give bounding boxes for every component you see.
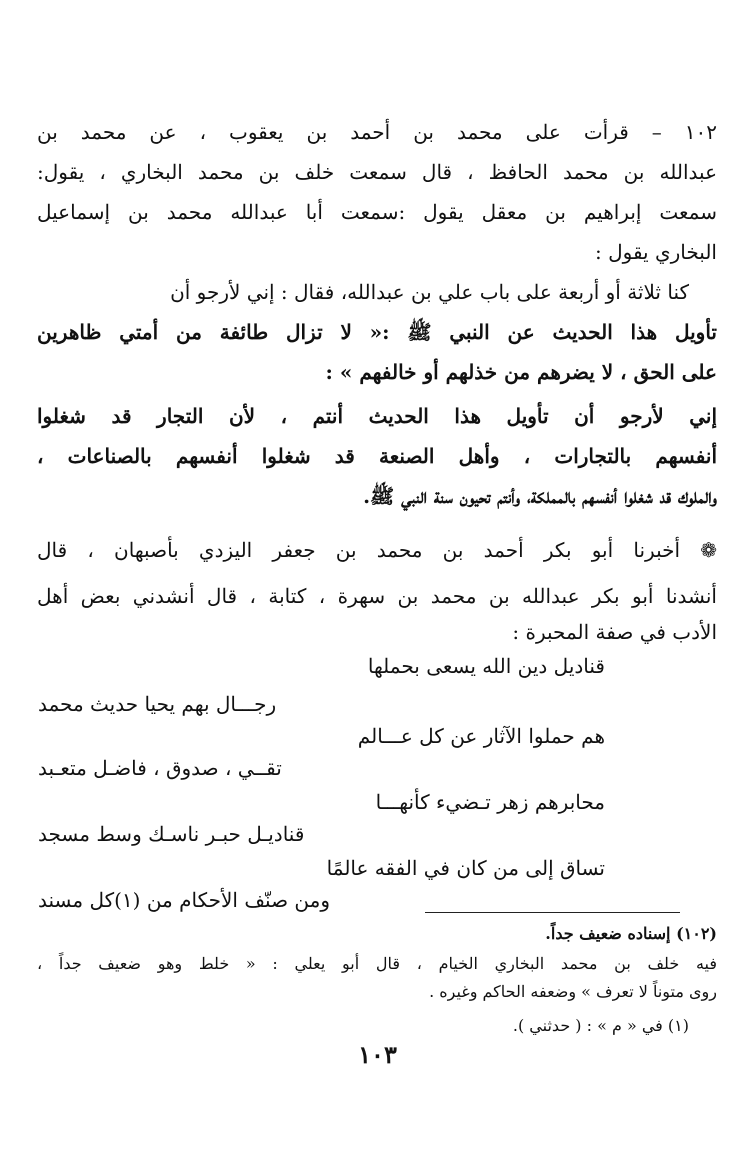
footnote-line: فيه خلف بن محمد البخاري الخيام ، قال أبو يعلي : « خلط وهو ضعيف جداً ، <box>37 954 717 973</box>
report-line: الأدب في صفة المحبرة : <box>512 620 717 644</box>
hadith-line: كنا ثلاثة أو أربعة على باب علي بن عبدالله، فقال : إني لأرجو أن <box>170 280 689 304</box>
hadith-line: سمعت إبراهيم بن معقل يقول :سمعت أبا عبدالله محمد بن إسماعيل <box>37 200 717 224</box>
verse-first-half: محابرهم زهر تـضيء كأنهـــا <box>375 790 605 814</box>
hadith-line: إني لأرجو أن تأويل هذا الحديث أنتم ، لأن التجار قد شغلوا <box>37 404 717 428</box>
hadith-line: على الحق ، لا يضرهم من خذلهم أو خالفهم » : <box>325 360 717 384</box>
footnote-reference: (١٠٢) إسناده ضعيف جداً. <box>545 924 717 943</box>
verse-first-half: قناديل دين الله يسعى بحملها <box>367 654 605 678</box>
verse-second-half: ومن صنّف الأحكام من (١)كل مسند <box>38 888 331 912</box>
verse-second-half: رجـــال بهم يحيا حديث محمد <box>38 692 277 716</box>
hadith-line: البخاري يقول : <box>594 240 717 264</box>
hadith-line: والملوك قد شغلوا أنفسهم بالمملكة، وأنتم تحيون سنة النبي ﷺ. <box>363 484 717 508</box>
footnote-variant: (١) في « م » : ( حدثني ). <box>512 1016 689 1035</box>
hadith-line: تأويل هذا الحديث عن النبي ﷺ :« لا تزال طائفة من أمتي ظاهرين <box>37 320 717 344</box>
report-line: ❁ أخبرنا أبو بكر أحمد بن محمد بن جعفر اليزدي بأصبهان ، قال <box>37 538 717 562</box>
verse-first-half: تساق إلى من كان في الفقه عالمًا <box>326 856 605 880</box>
report-line: أنشدنا أبو بكر عبدالله بن محمد بن سهرة ، كتابة ، قال أنشدني بعض أهل <box>37 584 717 608</box>
hadith-line: أنفسهم بالتجارات ، وأهل الصنعة قد شغلوا أنفسهم بالصناعات ، <box>37 444 718 468</box>
hadith-line: ١٠٢ – قرأت على محمد بن أحمد بن يعقوب ، عن محمد بن <box>37 120 717 144</box>
verse-second-half: قناديـل حبـر ناسـك وسط مسجد <box>38 822 305 846</box>
footnote-line: روى متوناً لا تعرف » وضعفه الحاكم وغيره . <box>429 982 717 1001</box>
hadith-line: عبدالله بن محمد الحافظ ، قال سمعت خلف بن محمد البخاري ، يقول: <box>37 160 717 184</box>
page-number: ١٠٣ <box>358 1040 397 1069</box>
verse-second-half: تقــي ، صدوق ، فاضـل متعـبد <box>38 756 282 780</box>
verse-first-half: هم حملوا الآثار عن كل عـــالم <box>357 724 605 748</box>
footnote-separator <box>425 912 680 913</box>
